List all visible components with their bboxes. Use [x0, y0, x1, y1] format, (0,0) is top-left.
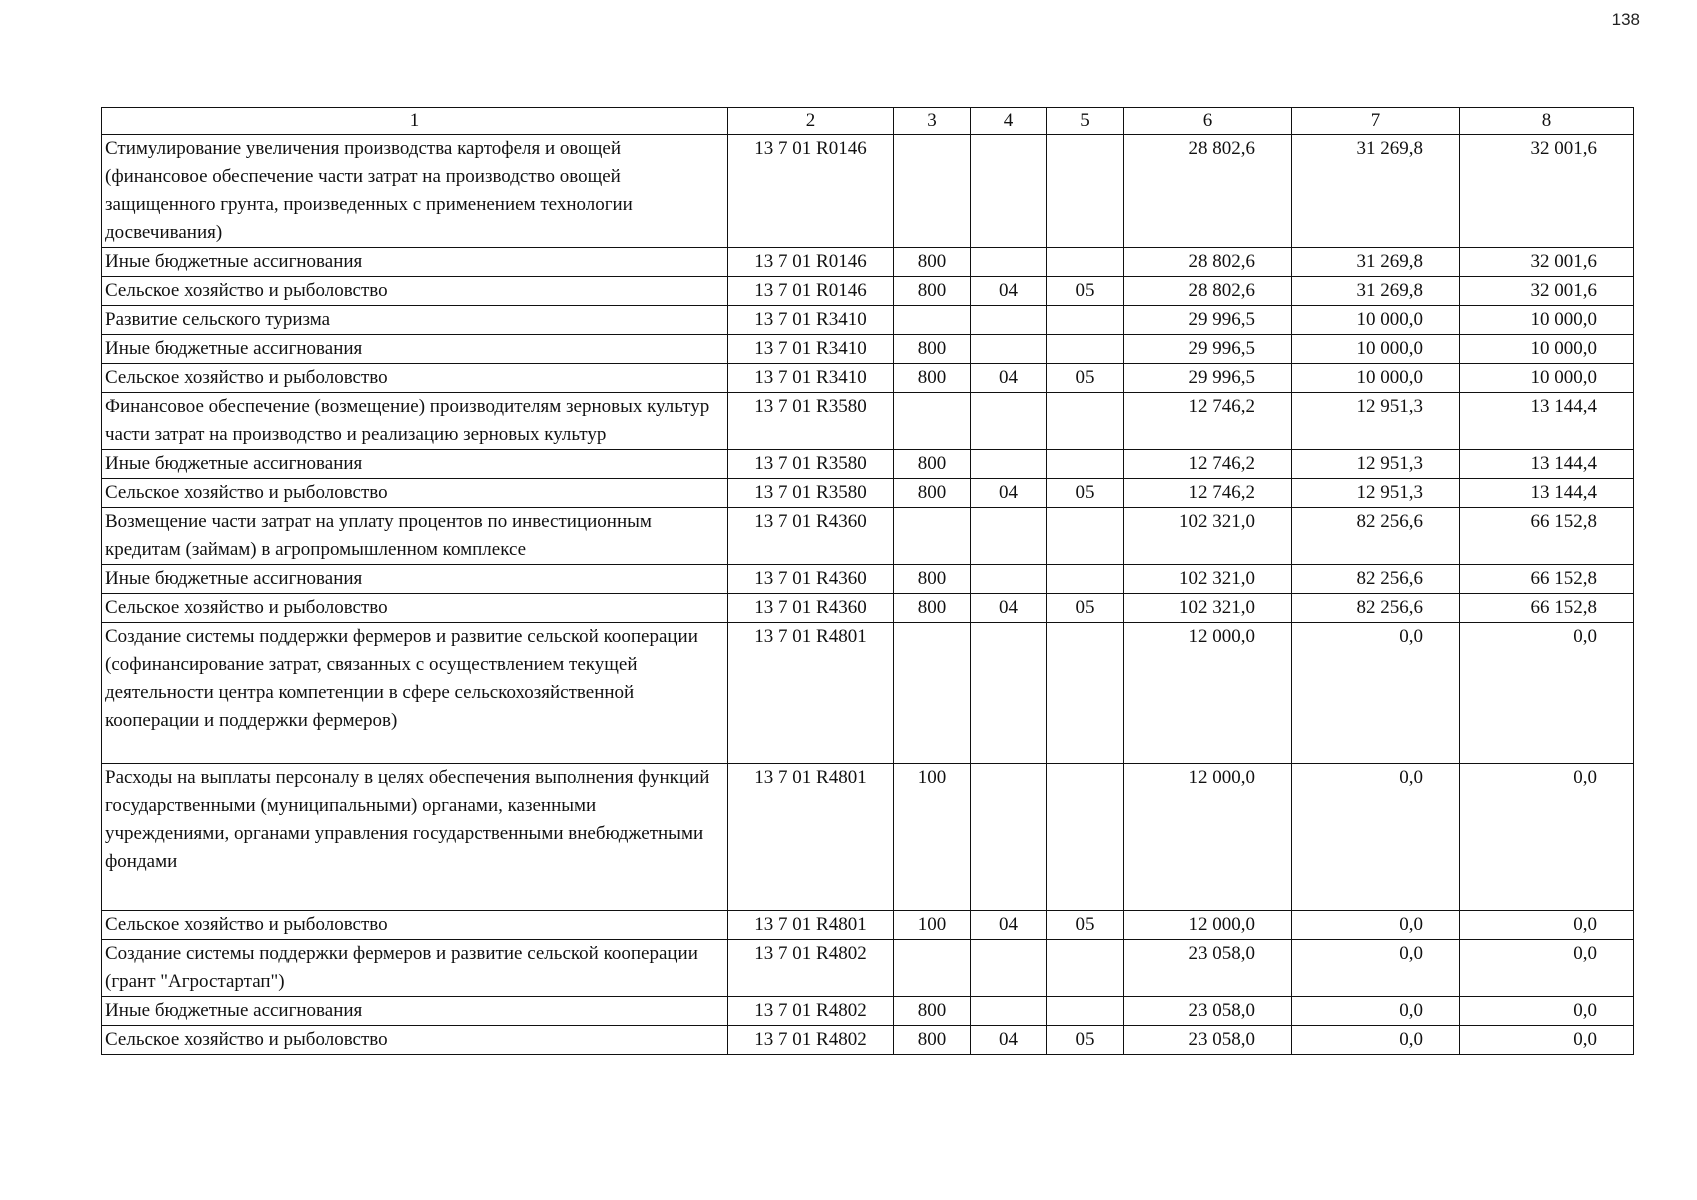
table-row — [102, 1026, 1634, 1055]
table-row — [102, 306, 1634, 335]
section-cell — [971, 335, 1047, 364]
expense-type-cell: 100 — [894, 764, 971, 911]
table-row — [102, 450, 1634, 479]
row-name-cell: Финансовое обеспечение (возмещение) производителям зерновых культур части затрат на производство и реализацию зерновых культур — [102, 393, 728, 450]
subsection-cell — [1047, 450, 1124, 479]
target-code-cell: 13 7 01 R4360 — [728, 594, 894, 623]
expense-type-cell — [894, 623, 971, 764]
table-row — [102, 508, 1634, 565]
expense-type-cell — [894, 306, 971, 335]
amount-col7-cell: 10 000,0 — [1292, 364, 1460, 393]
subsection-cell: 05 — [1047, 594, 1124, 623]
subsection-cell — [1047, 940, 1124, 997]
table-row — [102, 997, 1634, 1026]
amount-col7-cell: 0,0 — [1292, 911, 1460, 940]
table-row — [102, 364, 1634, 393]
amount-col6-cell: 12 000,0 — [1124, 764, 1292, 911]
expense-type-cell: 800 — [894, 277, 971, 306]
section-cell — [971, 997, 1047, 1026]
column-header: 6 — [1124, 108, 1292, 135]
expense-type-cell: 800 — [894, 364, 971, 393]
subsection-cell — [1047, 508, 1124, 565]
target-code-cell: 13 7 01 R0146 — [728, 248, 894, 277]
amount-col8-cell: 10 000,0 — [1460, 306, 1634, 335]
amount-col8-cell: 66 152,8 — [1460, 508, 1634, 565]
subsection-cell — [1047, 248, 1124, 277]
section-cell — [971, 940, 1047, 997]
amount-col7-cell: 12 951,3 — [1292, 479, 1460, 508]
expense-type-cell — [894, 940, 971, 997]
amount-col7-cell: 82 256,6 — [1292, 565, 1460, 594]
target-code-cell: 13 7 01 R3410 — [728, 364, 894, 393]
section-cell: 04 — [971, 364, 1047, 393]
table-row — [102, 393, 1634, 450]
table-row — [102, 277, 1634, 306]
amount-col6-cell: 102 321,0 — [1124, 508, 1292, 565]
row-name-cell: Создание системы поддержки фермеров и развитие сельской кооперации (грант "Агростартап") — [102, 940, 728, 997]
amount-col7-cell: 31 269,8 — [1292, 277, 1460, 306]
target-code-cell: 13 7 01 R4801 — [728, 764, 894, 911]
table-row — [102, 135, 1634, 248]
amount-col8-cell: 0,0 — [1460, 623, 1634, 764]
expense-type-cell: 800 — [894, 997, 971, 1026]
amount-col6-cell: 29 996,5 — [1124, 335, 1292, 364]
subsection-cell — [1047, 565, 1124, 594]
row-name-cell: Иные бюджетные ассигнования — [102, 997, 728, 1026]
target-code-cell: 13 7 01 R4801 — [728, 911, 894, 940]
expense-type-cell — [894, 135, 971, 248]
amount-col6-cell: 12 746,2 — [1124, 479, 1292, 508]
table-row — [102, 479, 1634, 508]
expense-type-cell: 800 — [894, 335, 971, 364]
section-cell — [971, 306, 1047, 335]
row-name-cell: Сельское хозяйство и рыболовство — [102, 1026, 728, 1055]
amount-col8-cell: 13 144,4 — [1460, 450, 1634, 479]
row-name-cell: Сельское хозяйство и рыболовство — [102, 364, 728, 393]
target-code-cell: 13 7 01 R4802 — [728, 940, 894, 997]
column-header: 5 — [1047, 108, 1124, 135]
target-code-cell: 13 7 01 R0146 — [728, 277, 894, 306]
section-cell: 04 — [971, 911, 1047, 940]
target-code-cell: 13 7 01 R3580 — [728, 479, 894, 508]
table-row — [102, 940, 1634, 997]
amount-col6-cell: 23 058,0 — [1124, 997, 1292, 1026]
target-code-cell: 13 7 01 R0146 — [728, 135, 894, 248]
row-name-cell: Иные бюджетные ассигнования — [102, 565, 728, 594]
table-row — [102, 335, 1634, 364]
section-cell — [971, 623, 1047, 764]
amount-col7-cell: 0,0 — [1292, 997, 1460, 1026]
amount-col8-cell: 0,0 — [1460, 1026, 1634, 1055]
expense-type-cell: 100 — [894, 911, 971, 940]
expense-type-cell: 800 — [894, 1026, 971, 1055]
amount-col7-cell: 31 269,8 — [1292, 248, 1460, 277]
row-name-cell: Расходы на выплаты персоналу в целях обеспечения выполнения функций государственными (муниципальными) органами, казенными учреждениями, органами управления государственными внебюджетными фондами — [102, 764, 728, 911]
amount-col6-cell: 102 321,0 — [1124, 594, 1292, 623]
amount-col8-cell: 0,0 — [1460, 764, 1634, 911]
section-cell — [971, 764, 1047, 911]
subsection-cell — [1047, 335, 1124, 364]
target-code-cell: 13 7 01 R4802 — [728, 1026, 894, 1055]
amount-col7-cell: 82 256,6 — [1292, 508, 1460, 565]
row-name-cell: Иные бюджетные ассигнования — [102, 335, 728, 364]
subsection-cell: 05 — [1047, 1026, 1124, 1055]
amount-col8-cell: 32 001,6 — [1460, 248, 1634, 277]
amount-col6-cell: 28 802,6 — [1124, 135, 1292, 248]
amount-col6-cell: 23 058,0 — [1124, 1026, 1292, 1055]
amount-col8-cell: 32 001,6 — [1460, 135, 1634, 248]
amount-col6-cell: 29 996,5 — [1124, 364, 1292, 393]
amount-col8-cell: 0,0 — [1460, 940, 1634, 997]
subsection-cell: 05 — [1047, 911, 1124, 940]
subsection-cell: 05 — [1047, 364, 1124, 393]
subsection-cell — [1047, 764, 1124, 911]
amount-col8-cell: 13 144,4 — [1460, 393, 1634, 450]
target-code-cell: 13 7 01 R3410 — [728, 335, 894, 364]
amount-col7-cell: 12 951,3 — [1292, 450, 1460, 479]
amount-col7-cell: 0,0 — [1292, 764, 1460, 911]
row-name-cell: Сельское хозяйство и рыболовство — [102, 594, 728, 623]
expense-type-cell — [894, 393, 971, 450]
amount-col8-cell: 10 000,0 — [1460, 364, 1634, 393]
table-row — [102, 623, 1634, 764]
row-name-cell: Создание системы поддержки фермеров и развитие сельской кооперации (софинансирование затрат, связанных с осуществлением текущей деятельности центра компетенции в сфере сельскохозяйственной кооперации и поддержки фермеров) — [102, 623, 728, 764]
target-code-cell: 13 7 01 R3410 — [728, 306, 894, 335]
section-cell: 04 — [971, 277, 1047, 306]
amount-col6-cell: 28 802,6 — [1124, 277, 1292, 306]
amount-col7-cell: 10 000,0 — [1292, 335, 1460, 364]
table-row — [102, 764, 1634, 911]
amount-col7-cell: 31 269,8 — [1292, 135, 1460, 248]
subsection-cell — [1047, 623, 1124, 764]
amount-col8-cell: 32 001,6 — [1460, 277, 1634, 306]
column-header: 7 — [1292, 108, 1460, 135]
subsection-cell — [1047, 306, 1124, 335]
amount-col8-cell: 0,0 — [1460, 997, 1634, 1026]
target-code-cell: 13 7 01 R3580 — [728, 450, 894, 479]
row-name-cell: Сельское хозяйство и рыболовство — [102, 911, 728, 940]
subsection-cell — [1047, 135, 1124, 248]
amount-col8-cell: 66 152,8 — [1460, 565, 1634, 594]
section-cell — [971, 135, 1047, 248]
amount-col6-cell: 29 996,5 — [1124, 306, 1292, 335]
expense-type-cell — [894, 508, 971, 565]
header-row — [102, 108, 1634, 135]
expense-type-cell: 800 — [894, 248, 971, 277]
row-name-cell: Стимулирование увеличения производства картофеля и овощей (финансовое обеспечение части затрат на производство овощей защищенного грунта, произведенных с применением технологии досвечивания) — [102, 135, 728, 248]
amount-col7-cell: 0,0 — [1292, 1026, 1460, 1055]
amount-col6-cell: 12 000,0 — [1124, 911, 1292, 940]
amount-col8-cell: 66 152,8 — [1460, 594, 1634, 623]
amount-col6-cell: 12 000,0 — [1124, 623, 1292, 764]
section-cell — [971, 565, 1047, 594]
section-cell: 04 — [971, 594, 1047, 623]
amount-col6-cell: 28 802,6 — [1124, 248, 1292, 277]
expense-type-cell: 800 — [894, 479, 971, 508]
row-name-cell: Сельское хозяйство и рыболовство — [102, 277, 728, 306]
page-number: 138 — [1611, 10, 1640, 29]
subsection-cell — [1047, 997, 1124, 1026]
amount-col6-cell: 12 746,2 — [1124, 450, 1292, 479]
amount-col7-cell: 10 000,0 — [1292, 306, 1460, 335]
budget-table — [101, 107, 1634, 1055]
row-name-cell: Возмещение части затрат на уплату процентов по инвестиционным кредитам (займам) в агропромышленном комплексе — [102, 508, 728, 565]
section-cell — [971, 248, 1047, 277]
section-cell — [971, 450, 1047, 479]
amount-col6-cell: 12 746,2 — [1124, 393, 1292, 450]
row-name-cell: Развитие сельского туризма — [102, 306, 728, 335]
subsection-cell — [1047, 393, 1124, 450]
amount-col6-cell: 102 321,0 — [1124, 565, 1292, 594]
amount-col7-cell: 82 256,6 — [1292, 594, 1460, 623]
section-cell — [971, 393, 1047, 450]
section-cell — [971, 508, 1047, 565]
target-code-cell: 13 7 01 R3580 — [728, 393, 894, 450]
row-name-cell: Сельское хозяйство и рыболовство — [102, 479, 728, 508]
amount-col7-cell: 0,0 — [1292, 623, 1460, 764]
table-row — [102, 594, 1634, 623]
amount-col7-cell: 12 951,3 — [1292, 393, 1460, 450]
target-code-cell: 13 7 01 R4360 — [728, 565, 894, 594]
column-header: 4 — [971, 108, 1047, 135]
column-header: 8 — [1460, 108, 1634, 135]
table-row — [102, 911, 1634, 940]
subsection-cell: 05 — [1047, 479, 1124, 508]
column-header: 1 — [102, 108, 728, 135]
amount-col7-cell: 0,0 — [1292, 940, 1460, 997]
amount-col8-cell: 10 000,0 — [1460, 335, 1634, 364]
amount-col8-cell: 0,0 — [1460, 911, 1634, 940]
row-name-cell: Иные бюджетные ассигнования — [102, 450, 728, 479]
amount-col8-cell: 13 144,4 — [1460, 479, 1634, 508]
target-code-cell: 13 7 01 R4360 — [728, 508, 894, 565]
section-cell: 04 — [971, 479, 1047, 508]
expense-type-cell: 800 — [894, 450, 971, 479]
amount-col6-cell: 23 058,0 — [1124, 940, 1292, 997]
row-name-cell: Иные бюджетные ассигнования — [102, 248, 728, 277]
expense-type-cell: 800 — [894, 565, 971, 594]
subsection-cell: 05 — [1047, 277, 1124, 306]
column-header: 3 — [894, 108, 971, 135]
section-cell: 04 — [971, 1026, 1047, 1055]
table-row — [102, 565, 1634, 594]
target-code-cell: 13 7 01 R4802 — [728, 997, 894, 1026]
expense-type-cell: 800 — [894, 594, 971, 623]
table-row — [102, 248, 1634, 277]
column-header: 2 — [728, 108, 894, 135]
target-code-cell: 13 7 01 R4801 — [728, 623, 894, 764]
